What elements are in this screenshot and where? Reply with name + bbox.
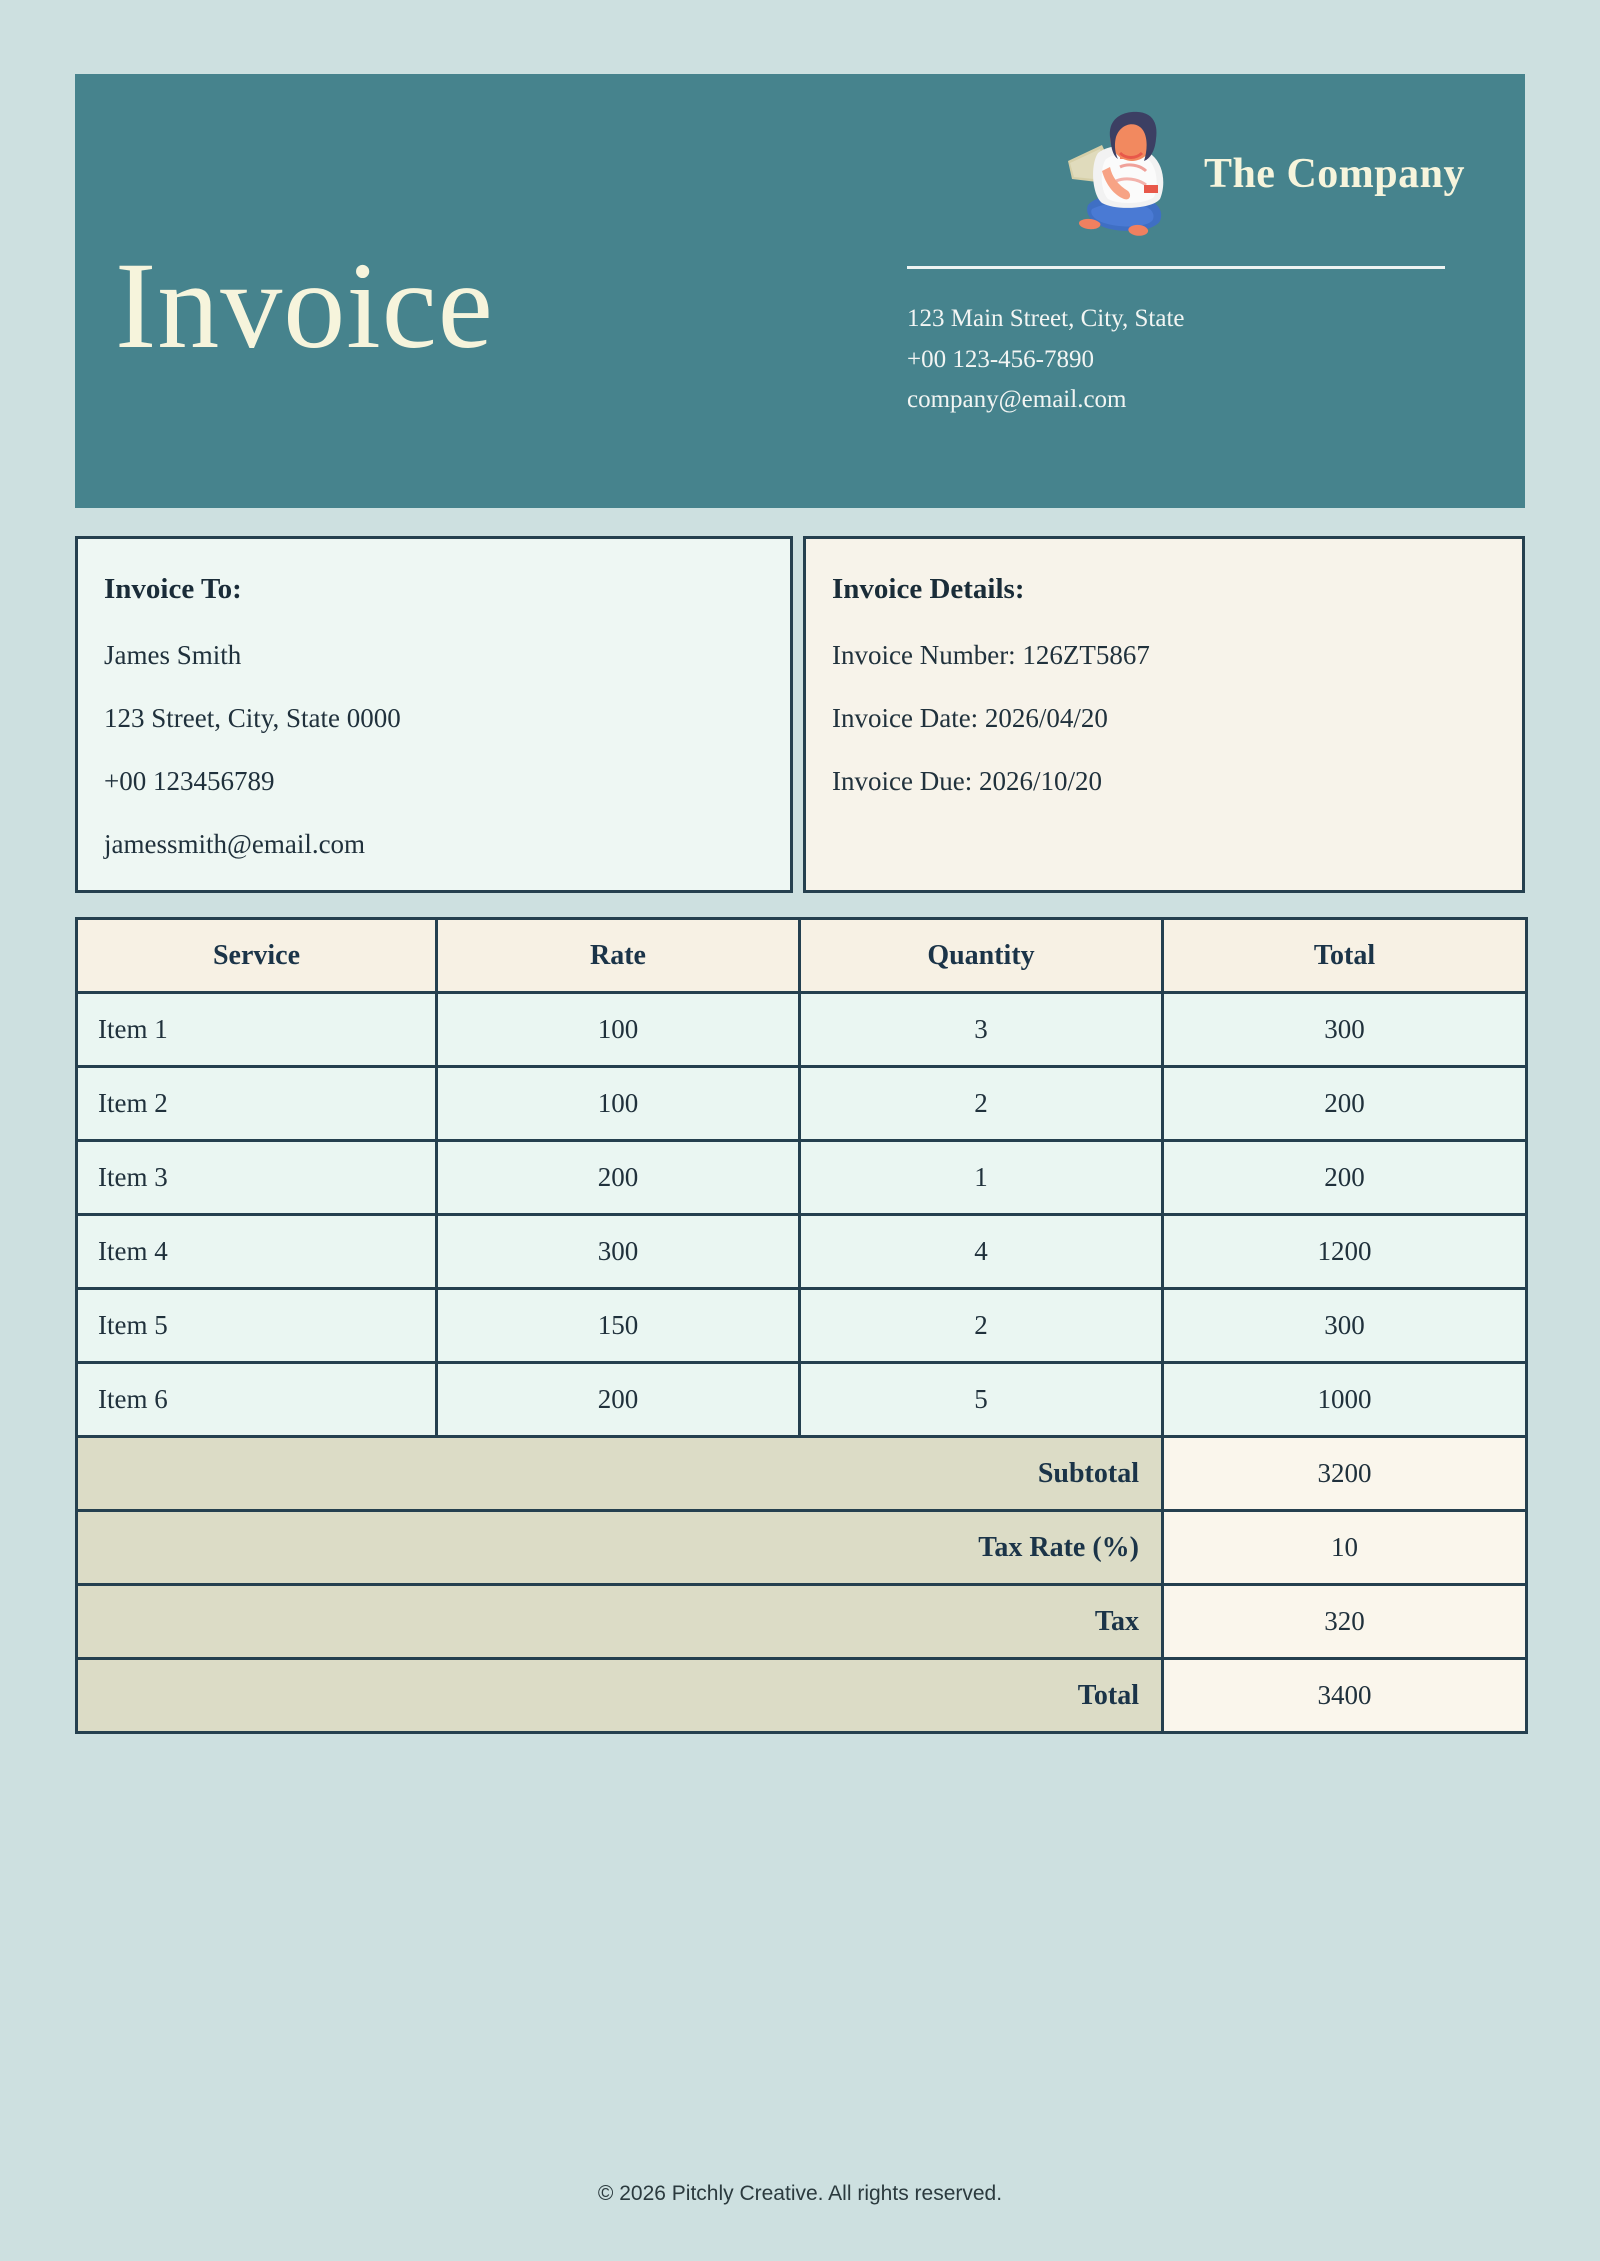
- cell-service: Item 6: [77, 1363, 437, 1437]
- company-contact-block: [905, 299, 1465, 421]
- column-header-service: Service: [77, 919, 437, 993]
- brand-divider: [907, 266, 1445, 269]
- summary-value-subtotal: 3200: [1163, 1437, 1527, 1511]
- page-title: Invoice: [115, 237, 494, 374]
- client-address: 123 Street, City, State 0000: [104, 703, 401, 733]
- summary-label-subtotal: Subtotal: [77, 1437, 1163, 1511]
- client-phone: +00 123456789: [104, 766, 275, 796]
- table-row: [77, 1141, 1527, 1215]
- line-items-table-wrapper: [75, 917, 1525, 1734]
- summary-row-tax: [77, 1585, 1527, 1659]
- invoice-number: Invoice Number: 126ZT5867: [832, 640, 1150, 670]
- line-items-table: [75, 917, 1528, 1734]
- cell-total: 1200: [1163, 1215, 1527, 1289]
- cell-rate: 150: [437, 1289, 800, 1363]
- company-email: company@email.com: [907, 386, 1127, 413]
- client-email: jamessmith@email.com: [104, 829, 366, 859]
- cell-rate: 200: [437, 1363, 800, 1437]
- invoice-details-title: Invoice Details:: [832, 573, 1025, 605]
- summary-label-total: Total: [77, 1659, 1163, 1733]
- table-row: [77, 1363, 1527, 1437]
- client-name: James Smith: [104, 640, 242, 670]
- summary-value-tax-rate: 10: [1163, 1511, 1527, 1585]
- cell-quantity: 4: [800, 1215, 1163, 1289]
- person-reading-illustration-icon: [1062, 109, 1182, 239]
- company-phone: +00 123-456-7890: [907, 345, 1094, 373]
- invoice-header-band: [75, 74, 1525, 508]
- company-name: The Company: [1203, 151, 1465, 197]
- invoice-to-title: Invoice To:: [104, 573, 242, 605]
- cell-total: 300: [1163, 993, 1527, 1067]
- cell-service: Item 3: [77, 1141, 437, 1215]
- table-body: [77, 993, 1527, 1733]
- cell-quantity: 1: [800, 1141, 1163, 1215]
- summary-value-total: 3400: [1163, 1659, 1527, 1733]
- table-row: [77, 993, 1527, 1067]
- cell-service: Item 1: [77, 993, 437, 1067]
- cell-total: 200: [1163, 1067, 1527, 1141]
- brand-block: [905, 104, 1465, 421]
- column-header-total: Total: [1163, 919, 1527, 993]
- invoice-details-box: [803, 536, 1525, 893]
- cell-quantity: 2: [800, 1067, 1163, 1141]
- table-head: [77, 919, 1527, 993]
- summary-label-tax-rate: Tax Rate (%): [77, 1511, 1163, 1585]
- invoice-due: Invoice Due: 2026/10/20: [832, 766, 1102, 796]
- table-row: [77, 1215, 1527, 1289]
- cell-quantity: 5: [800, 1363, 1163, 1437]
- summary-value-tax: 320: [1163, 1585, 1527, 1659]
- column-header-quantity: Quantity: [800, 919, 1163, 993]
- cell-service: Item 5: [77, 1289, 437, 1363]
- cell-service: Item 4: [77, 1215, 437, 1289]
- company-address: 123 Main Street, City, State: [907, 305, 1185, 332]
- table-header-row: [77, 919, 1527, 993]
- summary-row-total: [77, 1659, 1527, 1733]
- cell-rate: 300: [437, 1215, 800, 1289]
- column-header-rate: Rate: [437, 919, 800, 993]
- cell-rate: 100: [437, 1067, 800, 1141]
- cell-service: Item 2: [77, 1067, 437, 1141]
- cell-total: 300: [1163, 1289, 1527, 1363]
- footer-copyright: © 2026 Pitchly Creative. All rights reserved.: [597, 2182, 1003, 2205]
- summary-label-tax: Tax: [77, 1585, 1163, 1659]
- brand-row: [905, 104, 1465, 244]
- cell-rate: 100: [437, 993, 800, 1067]
- invoice-date: Invoice Date: 2026/04/20: [832, 703, 1108, 733]
- info-row: [75, 536, 1525, 893]
- cell-quantity: 2: [800, 1289, 1163, 1363]
- cell-total: 1000: [1163, 1363, 1527, 1437]
- invoice-to-box: [75, 536, 793, 893]
- summary-row-tax-rate: [77, 1511, 1527, 1585]
- table-row: [77, 1067, 1527, 1141]
- cell-total: 200: [1163, 1141, 1527, 1215]
- summary-row-subtotal: [77, 1437, 1527, 1511]
- table-row: [77, 1289, 1527, 1363]
- cell-quantity: 3: [800, 993, 1163, 1067]
- cell-rate: 200: [437, 1141, 800, 1215]
